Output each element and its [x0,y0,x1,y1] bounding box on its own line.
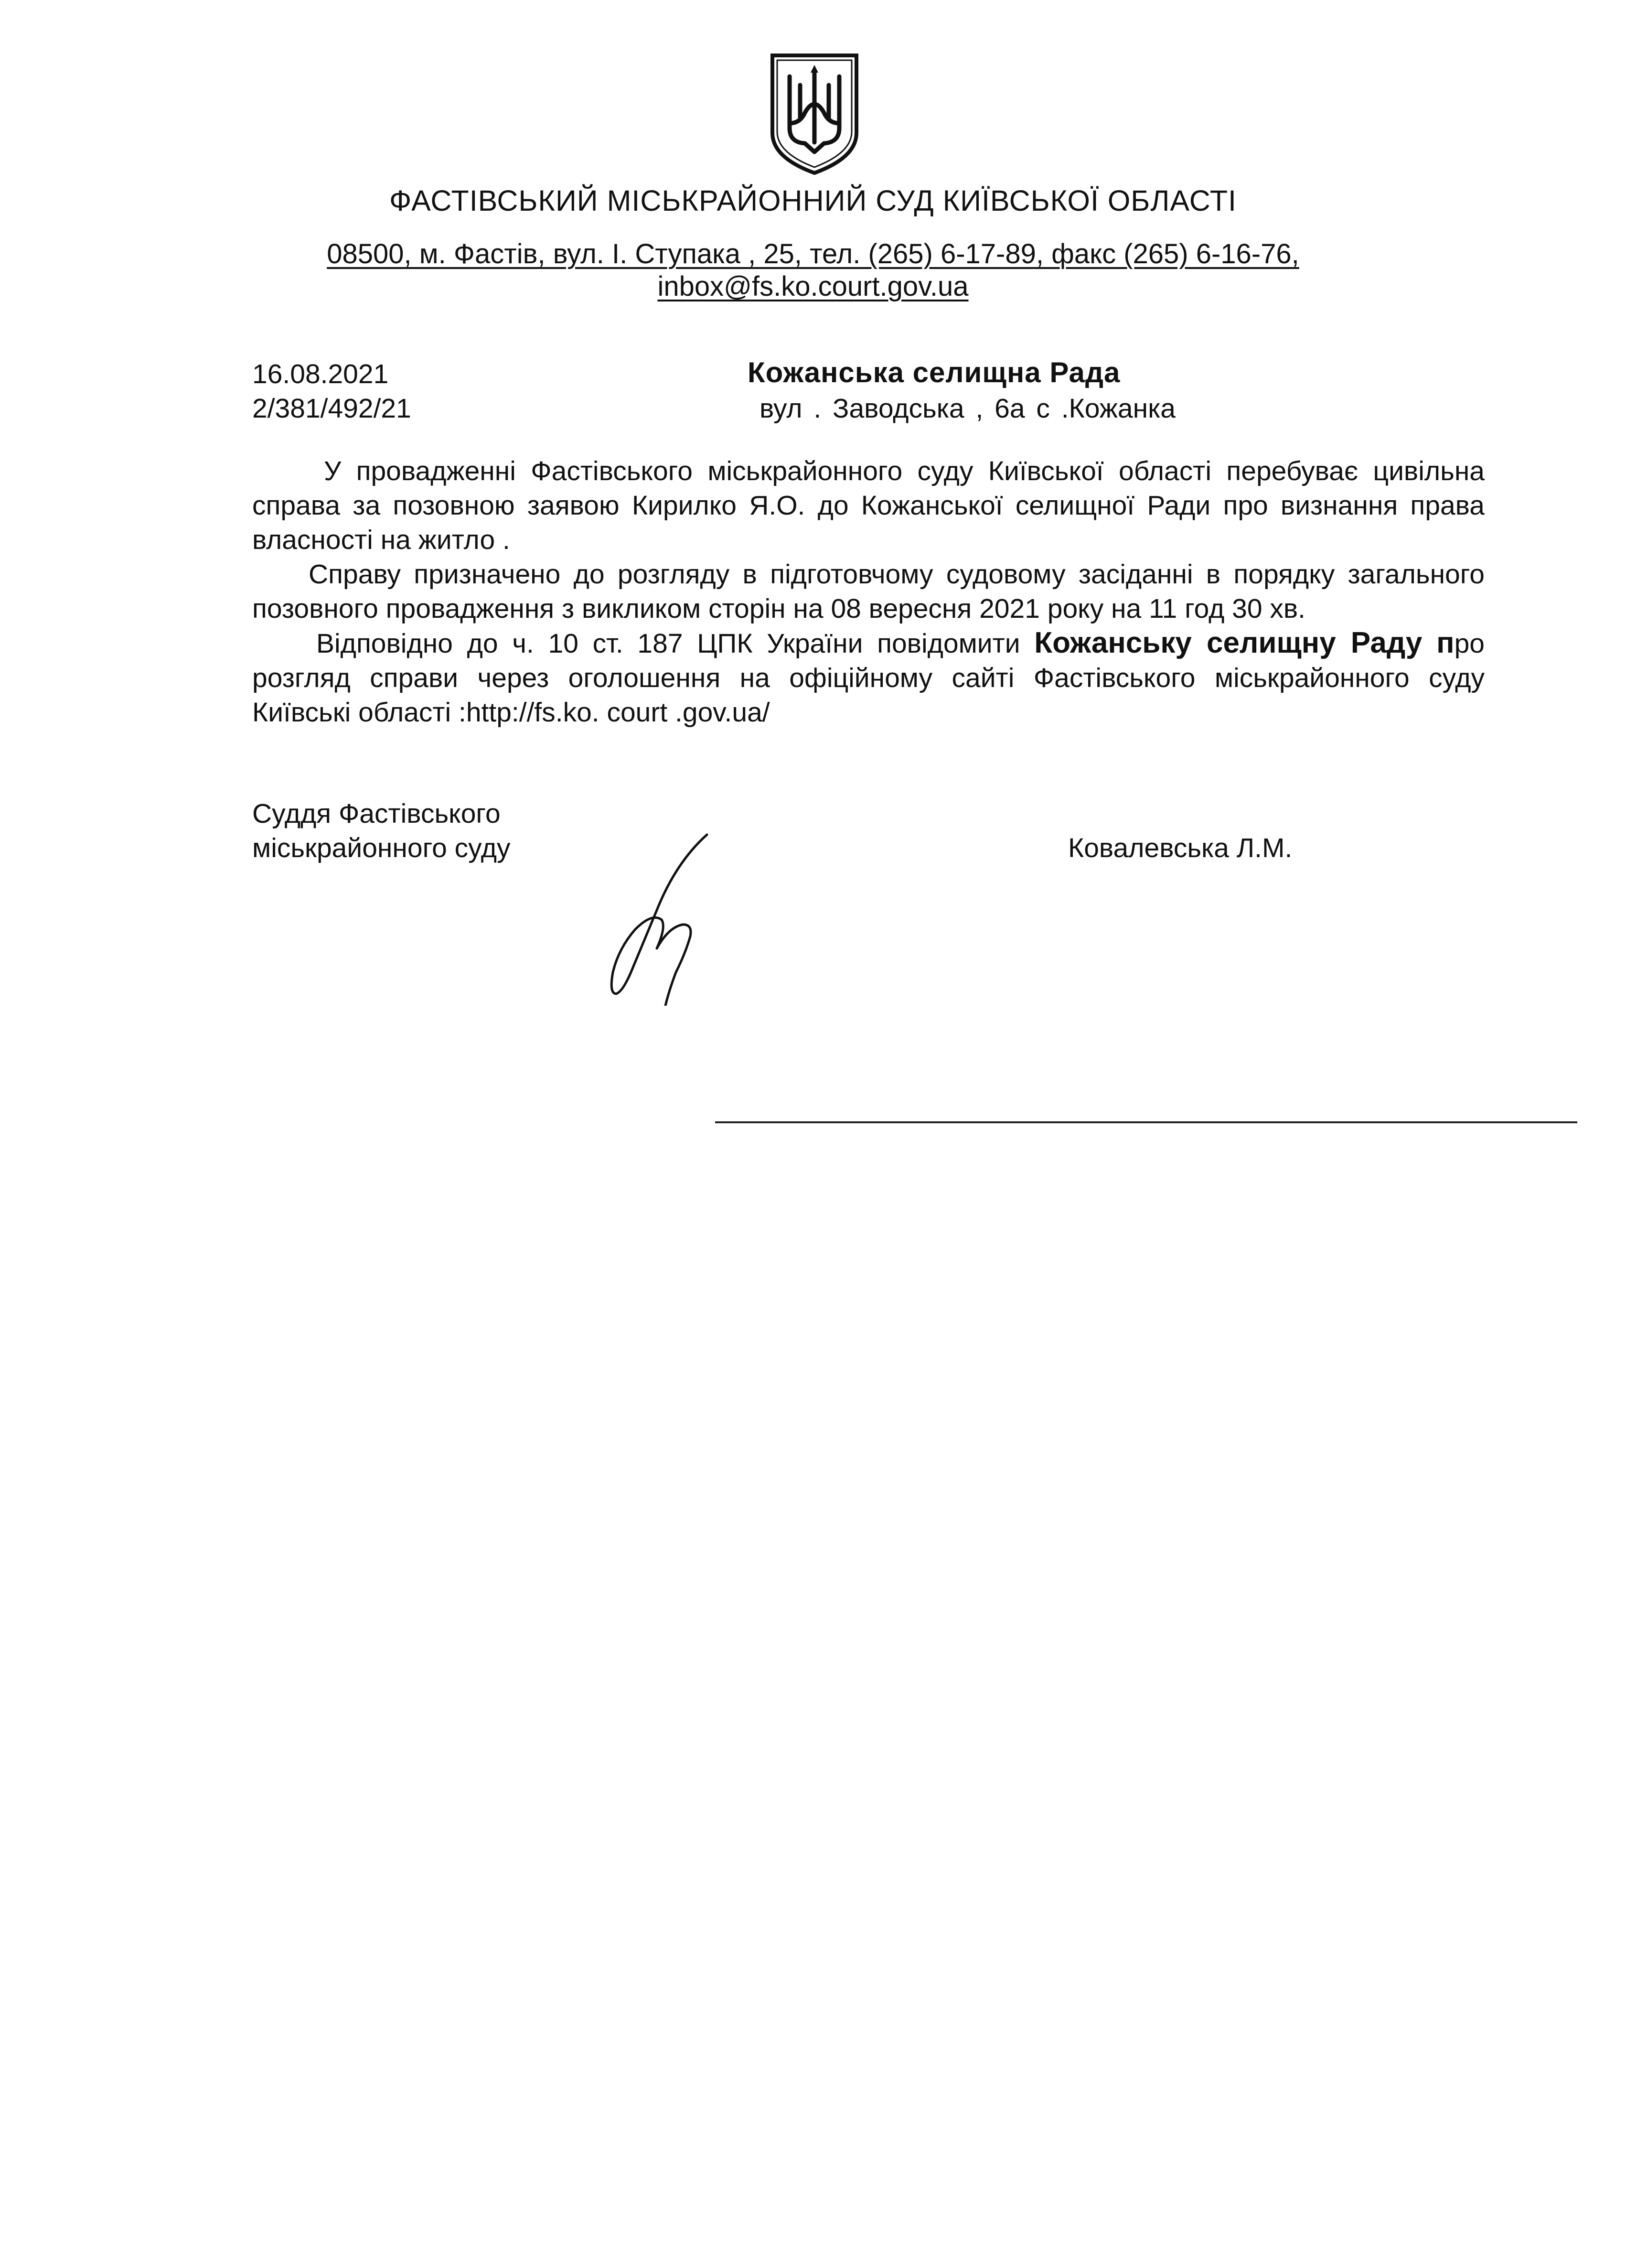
judge-name: Ковалевська Л.М. [1068,833,1293,863]
body-paragraph-3-lead: Відповідно до ч. 10 ст. 187 ЦПК України повідомити [316,628,1020,659]
court-address-line [0,238,1626,270]
letter-body [252,454,1485,730]
case-reference: 2/381/492/21 [252,393,411,424]
court-email: inbox@fs.ko.court.gov.ua [657,271,969,302]
court-name: ФАСТІВСЬКИЙ МІСЬКРАЙОННИЙ СУД КИЇВСЬКОЇ ОБЛАСТІ [389,184,1237,217]
bottom-rule [715,1121,1577,1123]
judge-title-line-2: міськрайонного суду [252,833,511,863]
body-paragraph-3-recipient: Кожанську селищну Раду [1034,626,1423,659]
recipient-address: вул . Заводська , 6а с .Кожанка [760,393,1176,424]
body-paragraph-1: У провадженні Фастівського міськрайонного суду Київської області перебуває цивільна справа за позовною заявою Кирилко Я.О. до Кожанської селищної Ради про визнання права власності на житло . [252,456,1485,555]
trident-coat-of-arms-icon [767,52,862,177]
body-paragraph-2: Справу призначено до розгляду в підготовчому судовому засіданні в порядку загального позовного провадження з викликом сторін на 08 вересня 2021 року на 11 год 30 хв. [252,559,1485,624]
body-paragraph-3-rest: ро розгляд справи через оголошення на офіційному сайті Фастівського міськрайонного суду Київські області :http://fs.ko. court .gov.ua/ [252,628,1485,728]
document-date: 16.08.2021 [252,359,389,389]
judge-title-line-1: Суддя Фастівського [252,798,501,829]
court-email-line [0,270,1626,302]
handwritten-signature-icon [604,829,728,1006]
body-paragraph-3-bold-letter: п [1436,626,1455,659]
court-address-text: 08500, м. Фастів, вул. І. Ступака , 25, тел. (265) 6-17-89, факс (265) 6-16-76, [327,238,1299,269]
recipient-name: Кожанська селищна Рада [748,356,1121,388]
body-paragraph-3 [252,626,1485,730]
